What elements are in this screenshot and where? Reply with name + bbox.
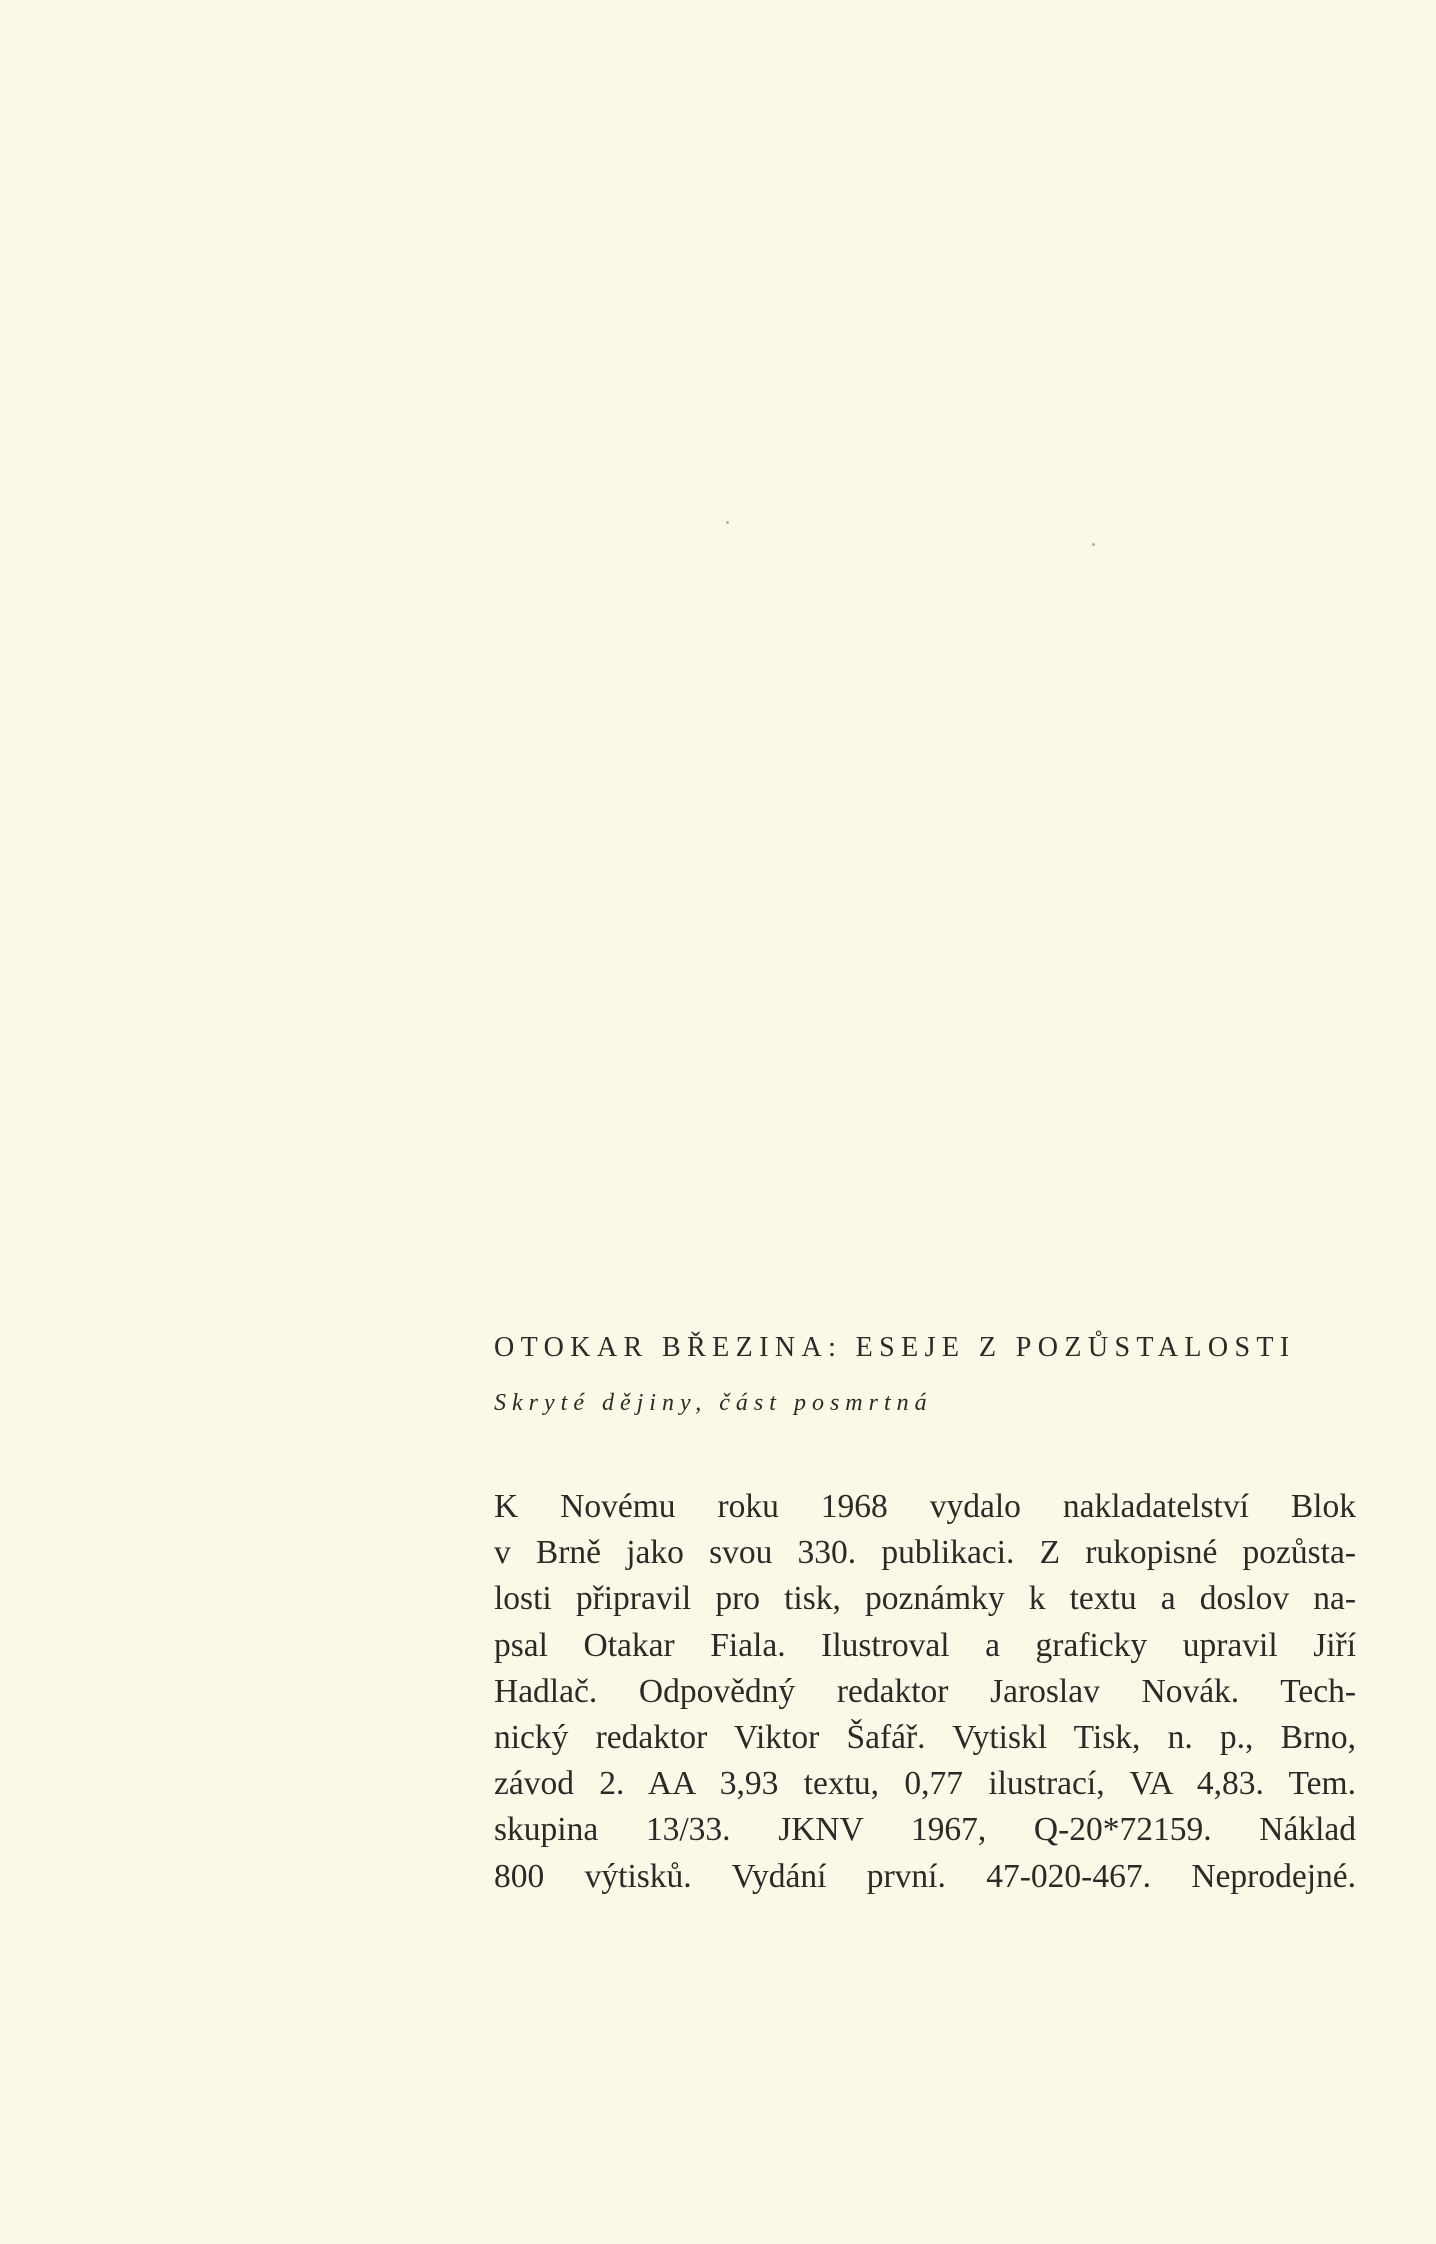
colophon: [494, 1330, 1356, 1900]
colophon-line: K Novému roku 1968 vydalo nakladatelství Blok: [494, 1488, 1356, 1525]
book-subtitle: Skryté dějiny, část posmrtná: [494, 1390, 933, 1416]
paper-speck: [726, 521, 729, 524]
paper-speck: [1092, 543, 1095, 546]
colophon-line: losti připravil pro tisk, poznámky k textu a doslov na-: [494, 1580, 1356, 1618]
colophon-text: [494, 1484, 1356, 1900]
colophon-line: nický redaktor Viktor Šafář. Vytiskl Tisk, n. p., Brno,: [494, 1719, 1356, 1757]
colophon-line: závod 2. AA 3,93 textu, 0,77 ilustrací, VA 4,83. Tem.: [494, 1765, 1356, 1803]
book-title: OTOKAR BŘEZINA: ESEJE Z POZŮSTALOSTI: [494, 1332, 1296, 1363]
colophon-line: 800 výtisků. Vydání první. 47-020-467. Neprodejné.: [494, 1857, 1356, 1895]
colophon-line: Hadlač. Odpovědný redaktor Jaroslav Novák. Tech-: [494, 1672, 1356, 1710]
colophon-line: v Brně jako svou 330. publikaci. Z rukopisné pozůsta-: [494, 1534, 1356, 1572]
colophon-line: skupina 13/33. JKNV 1967, Q-20*72159. Náklad: [494, 1811, 1356, 1849]
colophon-line: psal Otakar Fiala. Ilustroval a graficky upravil Jiří: [494, 1626, 1356, 1664]
